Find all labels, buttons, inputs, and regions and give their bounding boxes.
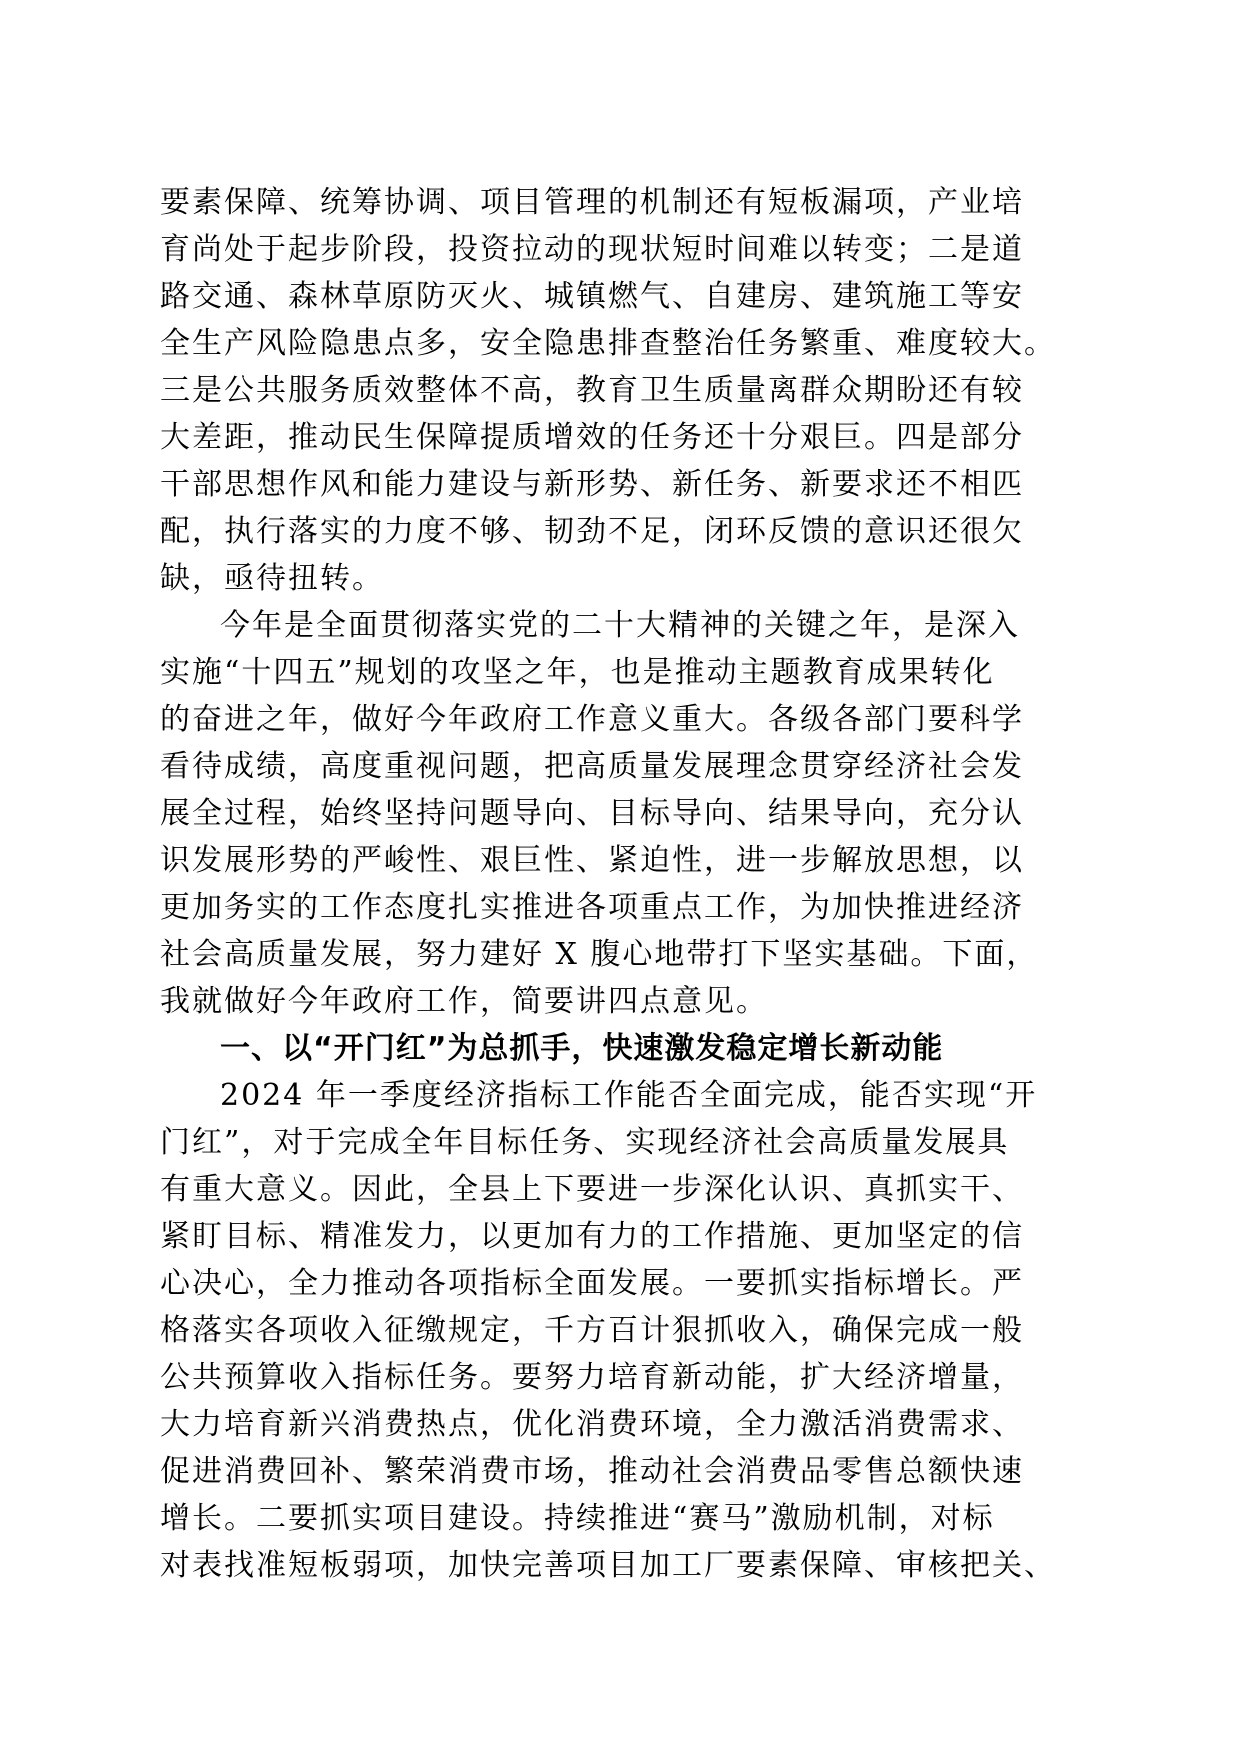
body-text-line: 看待成绩，高度重视问题，把高质量发展理念贯穿经济社会发: [160, 749, 1024, 784]
body-text-line: 更加务实的工作态度扎实推进各项重点工作，为加快推进经济: [160, 890, 1024, 925]
body-text-line: 有重大意义。因此，全县上下要进一步深化认识、真抓实干、: [160, 1172, 1024, 1207]
body-text-line: 门红”，对于完成全年目标任务、实现经济社会高质量发展具: [160, 1125, 1010, 1160]
paragraph-first-line: 今年是全面贯彻落实党的二十大精神的关键之年，是深入: [220, 608, 1020, 643]
paragraph-first-line: 2024 年一季度经济指标工作能否全面完成，能否实现“开: [220, 1078, 1038, 1113]
body-text-line: 育尚处于起步阶段，投资拉动的现状短时间难以转变；二是道: [160, 232, 1024, 267]
body-text-line: 路交通、森林草原防灭火、城镇燃气、自建房、建筑施工等安: [160, 279, 1024, 314]
body-text-line: 的奋进之年，做好今年政府工作意义重大。各级各部门要科学: [160, 702, 1024, 737]
body-text-line: 配，执行落实的力度不够、韧劲不足，闭环反馈的意识还很欠: [160, 514, 1024, 549]
body-text-line: 格落实各项收入征缴规定，千方百计狠抓收入，确保完成一般: [160, 1313, 1024, 1348]
body-text-line: 实施“十四五”规划的攻坚之年，也是推动主题教育成果转化: [160, 655, 995, 690]
body-text-line: 紧盯目标、精准发力，以更加有力的工作措施、更加坚定的信: [160, 1219, 1024, 1254]
body-text-line: 大差距，推动民生保障提质增效的任务还十分艰巨。四是部分: [160, 420, 1024, 455]
body-text-line: 展全过程，始终坚持问题导向、目标导向、结果导向，充分认: [160, 796, 1024, 831]
body-text-line: 要素保障、统筹协调、项目管理的机制还有短板漏项，产业培: [160, 185, 1024, 220]
body-text-line: 公共预算收入指标任务。要努力培育新动能，扩大经济增量，: [160, 1360, 1024, 1395]
body-text-line: 社会高质量发展，努力建好 X 腹心地带打下坚实基础。下面，: [160, 937, 1039, 972]
body-text-line: 对表找准短板弱项，加快完善项目加工厂要素保障、审核把关、: [160, 1548, 1056, 1583]
body-text-line: 增长。二要抓实项目建设。持续推进“赛马”激励机制，对标: [160, 1501, 995, 1536]
section-heading: 一、以“开门红”为总抓手，快速激发稳定增长新动能: [220, 1031, 944, 1066]
body-text-line: 促进消费回补、繁荣消费市场，推动社会消费品零售总额快速: [160, 1454, 1024, 1489]
body-text-line: 识发展形势的严峻性、艰巨性、紧迫性，进一步解放思想，以: [160, 843, 1024, 878]
body-text-line: 大力培育新兴消费热点，优化消费环境，全力激活消费需求、: [160, 1407, 1024, 1442]
body-text-line: 缺，亟待扭转。: [160, 561, 384, 596]
body-text-line: 干部思想作风和能力建设与新形势、新任务、新要求还不相匹: [160, 467, 1024, 502]
body-text-line: 三是公共服务质效整体不高，教育卫生质量离群众期盼还有较: [160, 373, 1024, 408]
body-text-line: 我就做好今年政府工作，简要讲四点意见。: [160, 984, 768, 1019]
body-text-line: 心决心，全力推动各项指标全面发展。一要抓实指标增长。严: [160, 1266, 1024, 1301]
body-text-line: 全生产风险隐患点多，安全隐患排查整治任务繁重、难度较大。: [160, 326, 1056, 361]
